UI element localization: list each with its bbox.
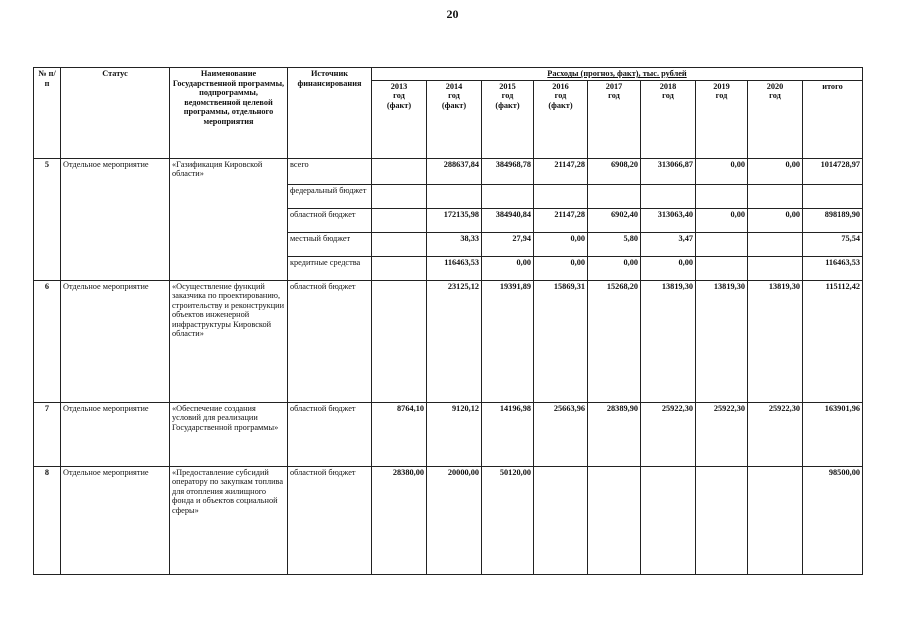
year-label: 2017 — [605, 81, 623, 91]
header-source: Источник финансирования — [288, 68, 372, 159]
total-cell: 98500,00 — [803, 466, 863, 574]
value-cell-2014: 20000,00 — [427, 466, 482, 574]
year-word: год — [501, 91, 514, 101]
year-label: 2015 — [499, 81, 516, 91]
year-word: год — [608, 91, 620, 101]
row-source: областной бюджет — [288, 208, 372, 232]
value-cell-2018: 313066,87 — [641, 158, 696, 184]
year-label: 2014 — [445, 81, 463, 91]
value-cell-2016: 25663,96 — [534, 402, 588, 466]
row-name: «Осуществление функций заказчика по проектированию, строительству и реконструкции объектов инженерной инфраструктуры Кировской области» — [170, 280, 288, 402]
value-cell-2017: 15268,20 — [588, 280, 641, 402]
value-cell-2019: 0,00 — [696, 208, 748, 232]
row-number: 7 — [34, 402, 61, 466]
value-cell-2019 — [696, 466, 748, 574]
value-cell-2017 — [588, 466, 641, 574]
header-year-2016 — [534, 80, 588, 158]
row-number: 6 — [34, 280, 61, 402]
value-cell-2020 — [748, 466, 803, 574]
value-cell-2015: 0,00 — [482, 256, 534, 280]
value-cell-2014: 23125,12 — [427, 280, 482, 402]
table-row — [34, 158, 863, 184]
value-cell-2020: 0,00 — [748, 208, 803, 232]
table-row — [34, 280, 863, 402]
value-cell-2019 — [696, 184, 748, 208]
header-year-2020 — [748, 80, 803, 158]
total-cell: 163901,96 — [803, 402, 863, 466]
value-cell-2015: 19391,89 — [482, 280, 534, 402]
value-cell-2020 — [748, 184, 803, 208]
value-cell-2019: 0,00 — [696, 158, 748, 184]
value-cell-2016: 21147,28 — [534, 208, 588, 232]
total-cell: 116463,53 — [803, 256, 863, 280]
total-cell: 115112,42 — [803, 280, 863, 402]
value-cell-2020: 0,00 — [748, 158, 803, 184]
value-cell-2015: 50120,00 — [482, 466, 534, 574]
year-word: год — [554, 91, 567, 101]
year-note: (факт) — [386, 100, 412, 110]
row-number: 8 — [34, 466, 61, 574]
value-cell-2016 — [534, 184, 588, 208]
value-cell-2015: 27,94 — [482, 232, 534, 256]
header-total: итого — [803, 80, 863, 158]
value-cell-2020 — [748, 232, 803, 256]
value-cell-2014: 38,33 — [427, 232, 482, 256]
value-cell-2018: 3,47 — [641, 232, 696, 256]
row-number: 5 — [34, 158, 61, 280]
header-row — [34, 68, 863, 81]
row-status: Отдельное мероприятие — [61, 158, 170, 280]
year-word: год — [769, 91, 781, 101]
row-source: кредитные средства — [288, 256, 372, 280]
value-cell-2016: 0,00 — [534, 256, 588, 280]
value-cell-2016 — [534, 466, 588, 574]
value-cell-2018: 25922,30 — [641, 402, 696, 466]
row-name: «Газификация Кировской области» — [170, 158, 288, 280]
budget-table — [33, 67, 863, 575]
value-cell-2020 — [748, 256, 803, 280]
table-row — [34, 466, 863, 574]
row-source: областной бюджет — [288, 280, 372, 402]
value-cell-2015: 384968,78 — [482, 158, 534, 184]
year-word: год — [448, 91, 460, 101]
value-cell-2019 — [696, 232, 748, 256]
year-label: 2020 — [766, 81, 784, 91]
header-no: № п/п — [34, 68, 61, 159]
value-cell-2018: 13819,30 — [641, 280, 696, 402]
row-name: «Предоставление субсидий оператору по закупкам топлива для отопления жилищного фонда и объектов социальной сферы» — [170, 466, 288, 574]
year-label: 2016 — [552, 81, 569, 91]
header-name: Наименование Государственной программы, подпрограммы, ведомственной целевой программы, отдельного мероприятия — [170, 68, 288, 159]
value-cell-2015: 14196,98 — [482, 402, 534, 466]
header-expenses: Расходы (прогноз, факт), тыс. рублей — [372, 68, 863, 81]
year-word: год — [715, 91, 728, 101]
value-cell-2017 — [588, 184, 641, 208]
value-cell-2013: 28380,00 — [372, 466, 427, 574]
value-cell-2018 — [641, 466, 696, 574]
value-cell-2017: 0,00 — [588, 256, 641, 280]
total-cell: 1014728,97 — [803, 158, 863, 184]
row-source: всего — [288, 158, 372, 184]
year-note: (факт) — [548, 100, 573, 110]
value-cell-2013 — [372, 208, 427, 232]
header-status: Статус — [61, 68, 170, 159]
row-status: Отдельное мероприятие — [61, 280, 170, 402]
header-year-2019 — [696, 80, 748, 158]
year-label: 2019 — [713, 81, 730, 91]
value-cell-2013: 8764,10 — [372, 402, 427, 466]
year-note: (факт) — [441, 100, 467, 110]
value-cell-2015: 384940,84 — [482, 208, 534, 232]
value-cell-2013 — [372, 232, 427, 256]
value-cell-2013 — [372, 256, 427, 280]
header-year-2014 — [427, 80, 482, 158]
row-name: «Обеспечение создания условий для реализации Государственной программы» — [170, 402, 288, 466]
value-cell-2017: 6908,20 — [588, 158, 641, 184]
total-cell — [803, 184, 863, 208]
value-cell-2017: 28389,90 — [588, 402, 641, 466]
value-cell-2019: 25922,30 — [696, 402, 748, 466]
value-cell-2014: 116463,53 — [427, 256, 482, 280]
value-cell-2018: 0,00 — [641, 256, 696, 280]
value-cell-2014: 172135,98 — [427, 208, 482, 232]
value-cell-2016: 21147,28 — [534, 158, 588, 184]
year-label: 2018 — [659, 81, 677, 91]
header-year-2018 — [641, 80, 696, 158]
row-source: федеральный бюджет — [288, 184, 372, 208]
value-cell-2020: 13819,30 — [748, 280, 803, 402]
page-number: 20 — [446, 7, 459, 21]
year-word: год — [662, 91, 674, 101]
total-cell: 898189,90 — [803, 208, 863, 232]
value-cell-2019: 13819,30 — [696, 280, 748, 402]
total-cell: 75,54 — [803, 232, 863, 256]
value-cell-2015 — [482, 184, 534, 208]
value-cell-2016: 15869,31 — [534, 280, 588, 402]
header-year-2017 — [588, 80, 641, 158]
value-cell-2014 — [427, 184, 482, 208]
year-label: 2013 — [390, 81, 408, 91]
value-cell-2016: 0,00 — [534, 232, 588, 256]
row-status: Отдельное мероприятие — [61, 466, 170, 574]
row-source: областной бюджет — [288, 466, 372, 574]
year-note: (факт) — [495, 100, 520, 110]
value-cell-2014: 9120,12 — [427, 402, 482, 466]
value-cell-2019 — [696, 256, 748, 280]
row-source: областной бюджет — [288, 402, 372, 466]
value-cell-2017: 6902,40 — [588, 208, 641, 232]
value-cell-2018: 313063,40 — [641, 208, 696, 232]
row-source: местный бюджет — [288, 232, 372, 256]
table-row — [34, 402, 863, 466]
header-year-2013 — [372, 80, 427, 158]
value-cell-2017: 5,80 — [588, 232, 641, 256]
row-status: Отдельное мероприятие — [61, 402, 170, 466]
header-year-2015 — [482, 80, 534, 158]
value-cell-2013 — [372, 184, 427, 208]
value-cell-2013 — [372, 280, 427, 402]
value-cell-2018 — [641, 184, 696, 208]
year-word: год — [393, 91, 405, 101]
value-cell-2013 — [372, 158, 427, 184]
value-cell-2020: 25922,30 — [748, 402, 803, 466]
value-cell-2014: 288637,84 — [427, 158, 482, 184]
